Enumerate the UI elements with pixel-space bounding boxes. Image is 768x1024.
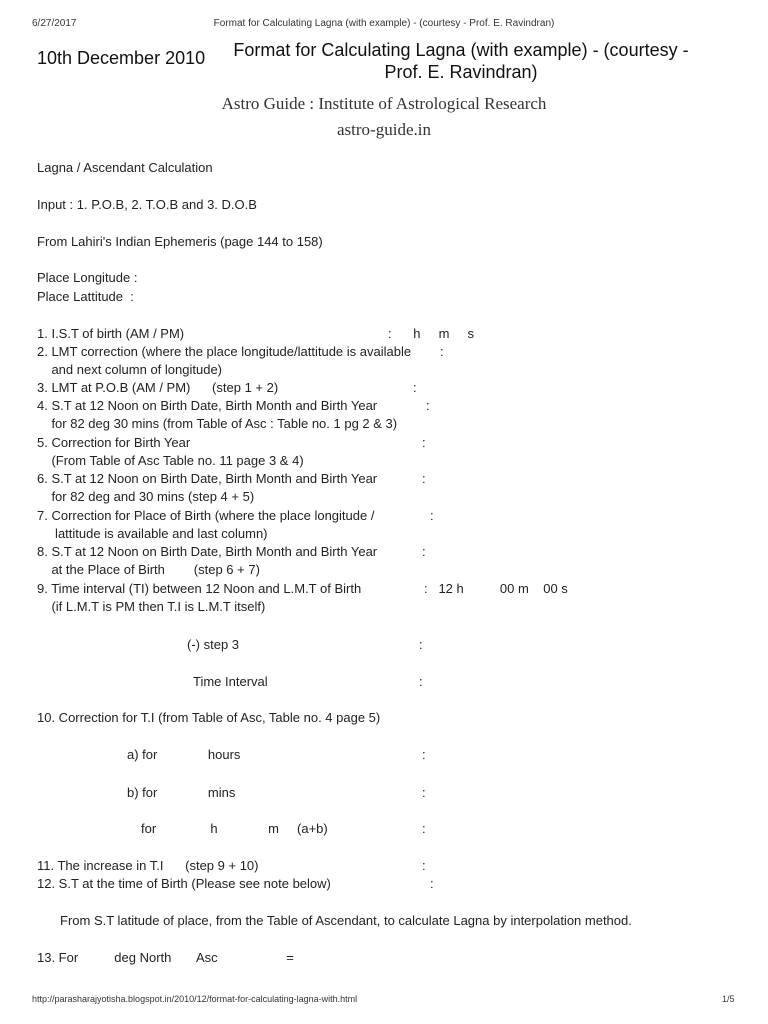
step-label: for 82 deg 30 mins (from Table of Asc : Table no. 1 pg 2 & 3) <box>37 416 398 431</box>
time-interval-value: : <box>419 674 423 689</box>
step-label: 2. LMT correction (where the place longitude/lattitude is available <box>37 344 412 359</box>
place-lattitude: Place Lattitude : <box>37 289 134 304</box>
step-label: 7. Correction for Place of Birth (where the place longitude / <box>37 508 375 523</box>
a-for: a) for hours <box>127 747 241 762</box>
increase-ti-value: : <box>422 858 426 873</box>
interpolation-note: From S.T latitude of place, from the Table of Ascendant, to calculate Lagna by interpolation method. <box>60 913 632 928</box>
step-label: 4. S.T at 12 Noon on Birth Date, Birth Month and Birth Year <box>37 398 378 413</box>
place-longitude: Place Longitude : <box>37 270 138 285</box>
step-label: lattitude is available and last column) <box>37 526 268 541</box>
section-heading: Lagna / Ascendant Calculation <box>37 160 213 175</box>
print-title: Format for Calculating Lagna (with example) - (courtesy - Prof. E. Ravindran) <box>213 18 555 29</box>
step-label: 1. I.S.T of birth (AM / PM) <box>37 326 185 341</box>
input-line: Input : 1. P.O.B, 2. T.O.B and 3. D.O.B <box>37 197 257 212</box>
print-date: 6/27/2017 <box>32 18 77 29</box>
site-url[interactable]: astro-guide.in <box>337 120 431 139</box>
st-birth: 12. S.T at the time of Birth (Please see note below) <box>37 876 331 891</box>
correction-ti: 10. Correction for T.I (from Table of Asc, Table no. 4 page 5) <box>37 710 381 725</box>
step-value: : <box>430 508 434 523</box>
step-value: : <box>426 398 430 413</box>
time-interval: Time Interval <box>193 674 268 689</box>
st-birth-value: : <box>430 876 434 891</box>
step-value: : <box>422 435 426 450</box>
step-label: 3. LMT at P.O.B (AM / PM) (step 1 + 2) <box>37 380 279 395</box>
post-title-line2: Prof. E. Ravindran) <box>384 62 538 82</box>
for-hm-value: : <box>422 821 426 836</box>
print-url[interactable]: http://parasharajyotisha.blogspot.in/2010/12/format-for-calculating-lagna-with.html <box>32 994 358 1004</box>
for-hm: for h m (a+b) <box>141 821 328 836</box>
page-number: 1/5 <box>722 994 735 1004</box>
step-label: for 82 deg and 30 mins (step 4 + 5) <box>37 489 255 504</box>
step-13: 13. For deg North Asc = <box>37 950 294 965</box>
step-label: 6. S.T at 12 Noon on Birth Date, Birth Month and Birth Year <box>37 471 378 486</box>
b-for: b) for mins <box>127 785 236 800</box>
step-value: : 12 h 00 m 00 s <box>424 581 568 596</box>
minus-step3-value: : <box>419 637 423 652</box>
minus-step3: (-) step 3 <box>187 637 240 652</box>
step-label: 5. Correction for Birth Year <box>37 435 191 450</box>
step-label: 9. Time interval (TI) between 12 Noon and L.M.T of Birth <box>37 581 362 596</box>
step-value: : <box>422 544 426 559</box>
step-label: and next column of longitude) <box>37 362 223 377</box>
step-label: (From Table of Asc Table no. 11 page 3 & 4) <box>37 453 304 468</box>
source-line: From Lahiri's Indian Ephemeris (page 144 to 158) <box>37 234 323 249</box>
a-value: : <box>422 747 426 762</box>
step-value: : h m s <box>388 326 474 341</box>
step-value: : <box>422 471 426 486</box>
b-value: : <box>422 785 426 800</box>
step-value: : <box>413 380 417 395</box>
step-label: 8. S.T at 12 Noon on Birth Date, Birth Month and Birth Year <box>37 544 378 559</box>
step-label: (if L.M.T is PM then T.I is L.M.T itself) <box>37 599 266 614</box>
post-date: 10th December 2010 <box>37 48 206 68</box>
step-value: : <box>440 344 444 359</box>
post-title-line1: Format for Calculating Lagna (with example) - (courtesy - <box>233 40 689 60</box>
step-label: at the Place of Birth (step 6 + 7) <box>37 562 260 577</box>
increase-ti: 11. The increase in T.I (step 9 + 10) <box>37 858 259 873</box>
site-name: Astro Guide : Institute of Astrological Research <box>221 94 547 113</box>
